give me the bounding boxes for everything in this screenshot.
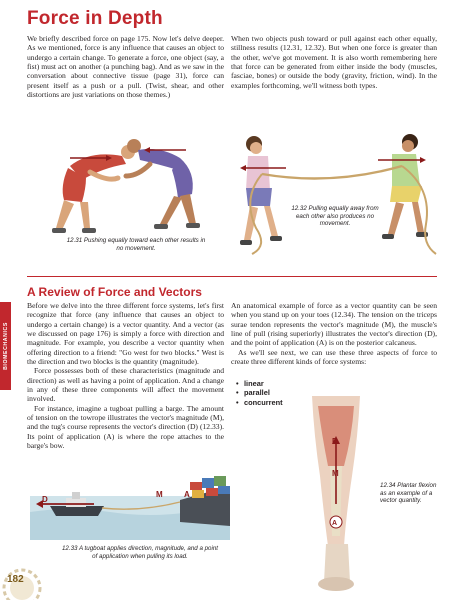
force-systems-list	[244, 379, 283, 407]
wrestlers-illustration	[30, 128, 220, 238]
barge	[180, 476, 230, 526]
review-paragraph: Before we delve into the three different force systems, let's first recognize that force (any influence that causes an object to undergo a certain change) is a vector quantity. And a vector (as we discussed on page 176) is simply a force with direction and magnitude. For example, you describe a vector quantity when offering direction to a friend: "Go west for two blocks." West is the direction and two blocks is the quantity (magnitude).	[27, 301, 224, 367]
tug-of-war-illustration	[232, 128, 442, 258]
list-item: • parallel	[244, 388, 283, 397]
page-number: 182	[7, 574, 24, 585]
intro-paragraph: We briefly described force on page 175. Now let's delve deeper. As we mentioned, force is any influence that causes an object to undergo a certain change. To generate a force, one object (say, a fist) must act on another (a punching bag). And as we saw in the conversation about connective tissue (page 31), force can present itself as a push or a pull. (Twist, shear, and other distortions are just variations on those themes.)	[27, 34, 224, 100]
tugboat-illustration	[30, 466, 230, 540]
figure-caption-12-33: 12.33 A tugboat applies direction, magnitude, and a point of application when pulling its load.	[61, 545, 219, 560]
section-divider	[27, 276, 437, 277]
lower-leg-illustration	[298, 396, 374, 596]
review-paragraph: An anatomical example of force as a vector quantity can be seen when you stand up on your toes (12.34). The tension on the triceps surae tendon represents the vector's magnitude (M), the muscle's line of pull (rising superiorly) illustrates the vector's direction (D), and the point of application (A) is on the posterior calcaneus.	[231, 301, 437, 348]
figure-caption-12-31: 12.31 Pushing equally toward each other results in no movement.	[66, 237, 206, 252]
review-paragraph: Force possesses both of these characteristics (magnitude and direction) as well as having a point of application. And a change in any of these three components will affect the movement involved.	[27, 366, 224, 404]
review-paragraph: As we'll see next, we can use these three aspects of force to create three different kinds of force systems:	[231, 347, 437, 367]
intro-column-left	[27, 34, 224, 99]
chapter-side-tab-label: BIOMECHANICS	[2, 322, 9, 370]
label-magnitude: M	[156, 490, 163, 499]
review-column-left	[27, 301, 224, 451]
label-direction: D	[42, 495, 48, 504]
leg-label-application: A	[332, 520, 338, 527]
section-title: Force in Depth	[27, 8, 163, 29]
figure-caption-12-32: 12.32 Pulling equally away from each other also produces no movement.	[291, 205, 379, 228]
wrestler-right	[126, 139, 200, 229]
leg-label-magnitude: M	[332, 469, 339, 478]
chapter-side-tab	[0, 302, 11, 390]
figure-caption-12-34: 12.34 Plantar flexion as an example of a vector quantity.	[380, 482, 437, 505]
intro-paragraph: When two objects push toward or pull against each other equally, stillness results (12.31, 12.32). But when one force is greater than the other, we've got movement. It is also worth remembering here that force can be generated from either inside the body (muscles, fasciae, bones) or outside the body (gravity, friction, wind). In the examples forthcoming, we'll witness both types.	[231, 34, 437, 90]
leg-label-direction: D	[332, 437, 338, 446]
list-item: • concurrent	[244, 398, 283, 407]
intro-column-right	[231, 34, 437, 90]
label-application: A	[184, 490, 190, 499]
subsection-title: A Review of Force and Vectors	[27, 285, 202, 299]
puller-left	[240, 136, 282, 245]
list-item: • linear	[244, 379, 283, 388]
review-column-right	[231, 301, 437, 366]
review-paragraph: For instance, imagine a tugboat pulling a barge. The amount of tension on the towrope illustrates the vector's magnitude (M), and the tug's course represents the vector's direction (D) (12.33). Its point of application (A) is where the rope attaches to the barge's bow.	[27, 403, 224, 451]
